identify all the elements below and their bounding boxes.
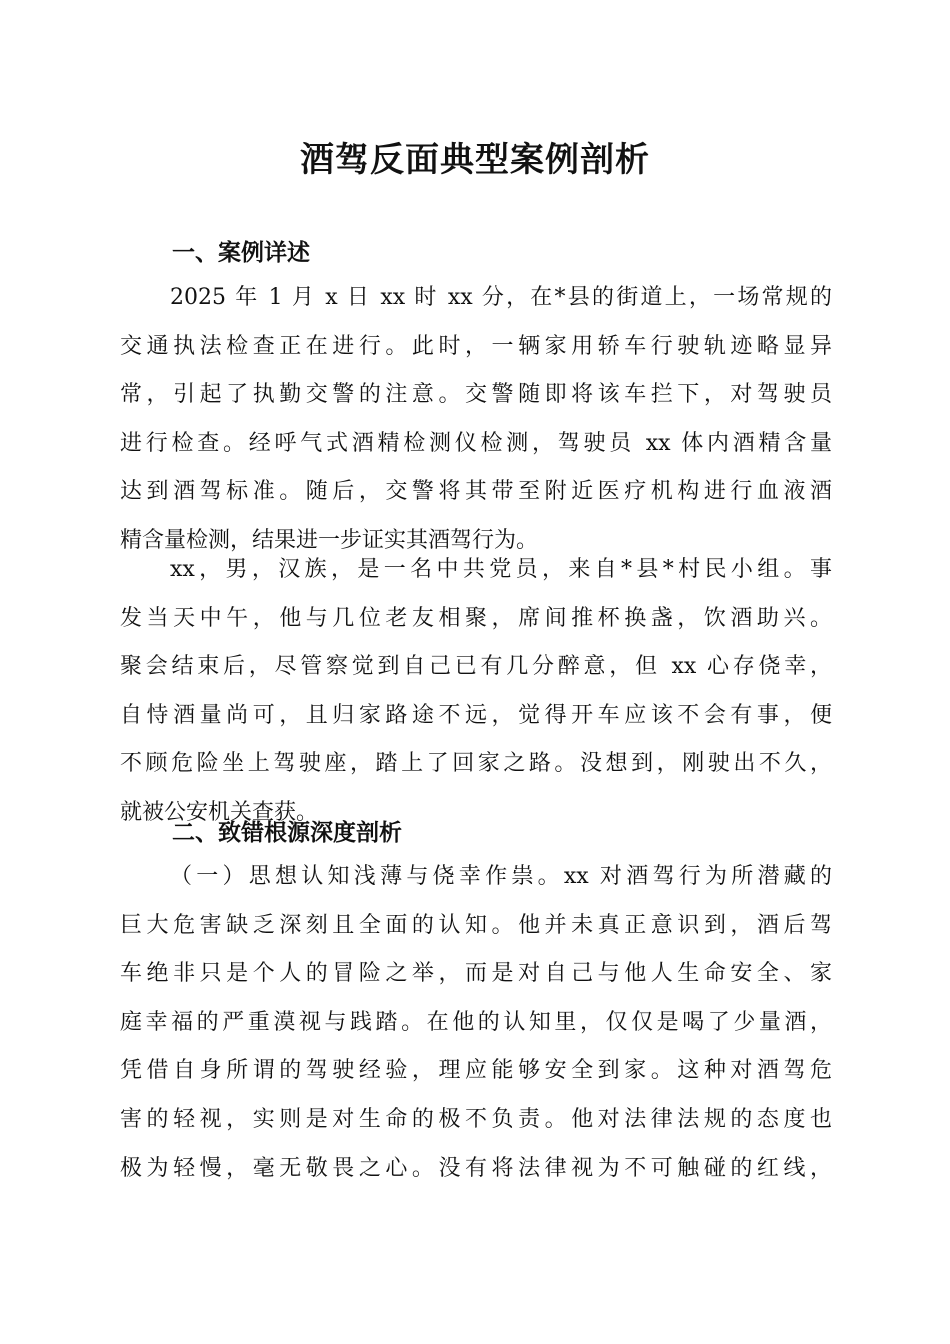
paragraph-line: 庭幸福的严重漠视与践踏。在他的认知里，仅仅是喝了少量酒， [120, 1009, 832, 1035]
section-heading-root-cause-analysis: 二、致错根源深度剖析 [172, 820, 402, 846]
paragraph-line: 极为轻慢，毫无敬畏之心。没有将法律视为不可触碰的红线， [120, 1155, 832, 1181]
paragraph-line: 进行检查。经呼气式酒精检测仪检测，驾驶员 xx 体内酒精含量 [120, 430, 832, 456]
paragraph-line: 凭借自身所谓的驾驶经验，理应能够安全到家。这种对酒驾危 [120, 1058, 832, 1084]
paragraph-line: 害的轻视，实则是对生命的极不负责。他对法律法规的态度也 [120, 1106, 832, 1132]
paragraph-line: 不顾危险坐上驾驶座，踏上了回家之路。没想到，刚驶出不久， [120, 751, 832, 777]
paragraph-line: 就被公安机关查获。 [120, 799, 319, 825]
paragraph-line: 聚会结束后，尽管察觉到自己已有几分醉意，但 xx 心存侥幸， [120, 654, 832, 680]
paragraph-person-background [120, 546, 832, 838]
paragraph-line: 交通执法检查正在进行。此时，一辆家用轿车行驶轨迹略显异 [120, 333, 832, 359]
document-title: 酒驾反面典型案例剖析 [300, 140, 650, 180]
paragraph-line: 巨大危害缺乏深刻且全面的认知。他并未真正意识到，酒后驾 [120, 912, 832, 938]
paragraph-line: 自恃酒量尚可，且归家路途不远，觉得开车应该不会有事，便 [120, 702, 832, 728]
paragraph-line: 2025 年 1 月 x 日 xx 时 xx 分，在*县的街道上，一场常规的 [170, 285, 832, 310]
paragraph-ideological-cognition [120, 853, 832, 1193]
paragraph-line: 达到酒驾标准。随后，交警将其带至附近医疗机构进行血液酒 [120, 479, 832, 505]
paragraph-line: 精含量检测，结果进一步证实其酒驾行为。 [120, 527, 539, 553]
section-heading-case-details: 一、案例详述 [172, 240, 310, 266]
paragraph-line: 发当天中午，他与几位老友相聚，席间推杯换盏，饮酒助兴。 [120, 605, 832, 631]
paragraph-case-description [120, 274, 832, 566]
paragraph-line: 常，引起了执勤交警的注意。交警随即将该车拦下，对驾驶员 [120, 382, 832, 408]
paragraph-line: （一）思想认知浅薄与侥幸作祟。xx 对酒驾行为所潜藏的 [170, 864, 832, 889]
paragraph-line: 车绝非只是个人的冒险之举，而是对自己与他人生命安全、家 [120, 961, 832, 987]
paragraph-line: xx，男，汉族，是一名中共党员，来自*县*村民小组。事 [170, 557, 832, 582]
